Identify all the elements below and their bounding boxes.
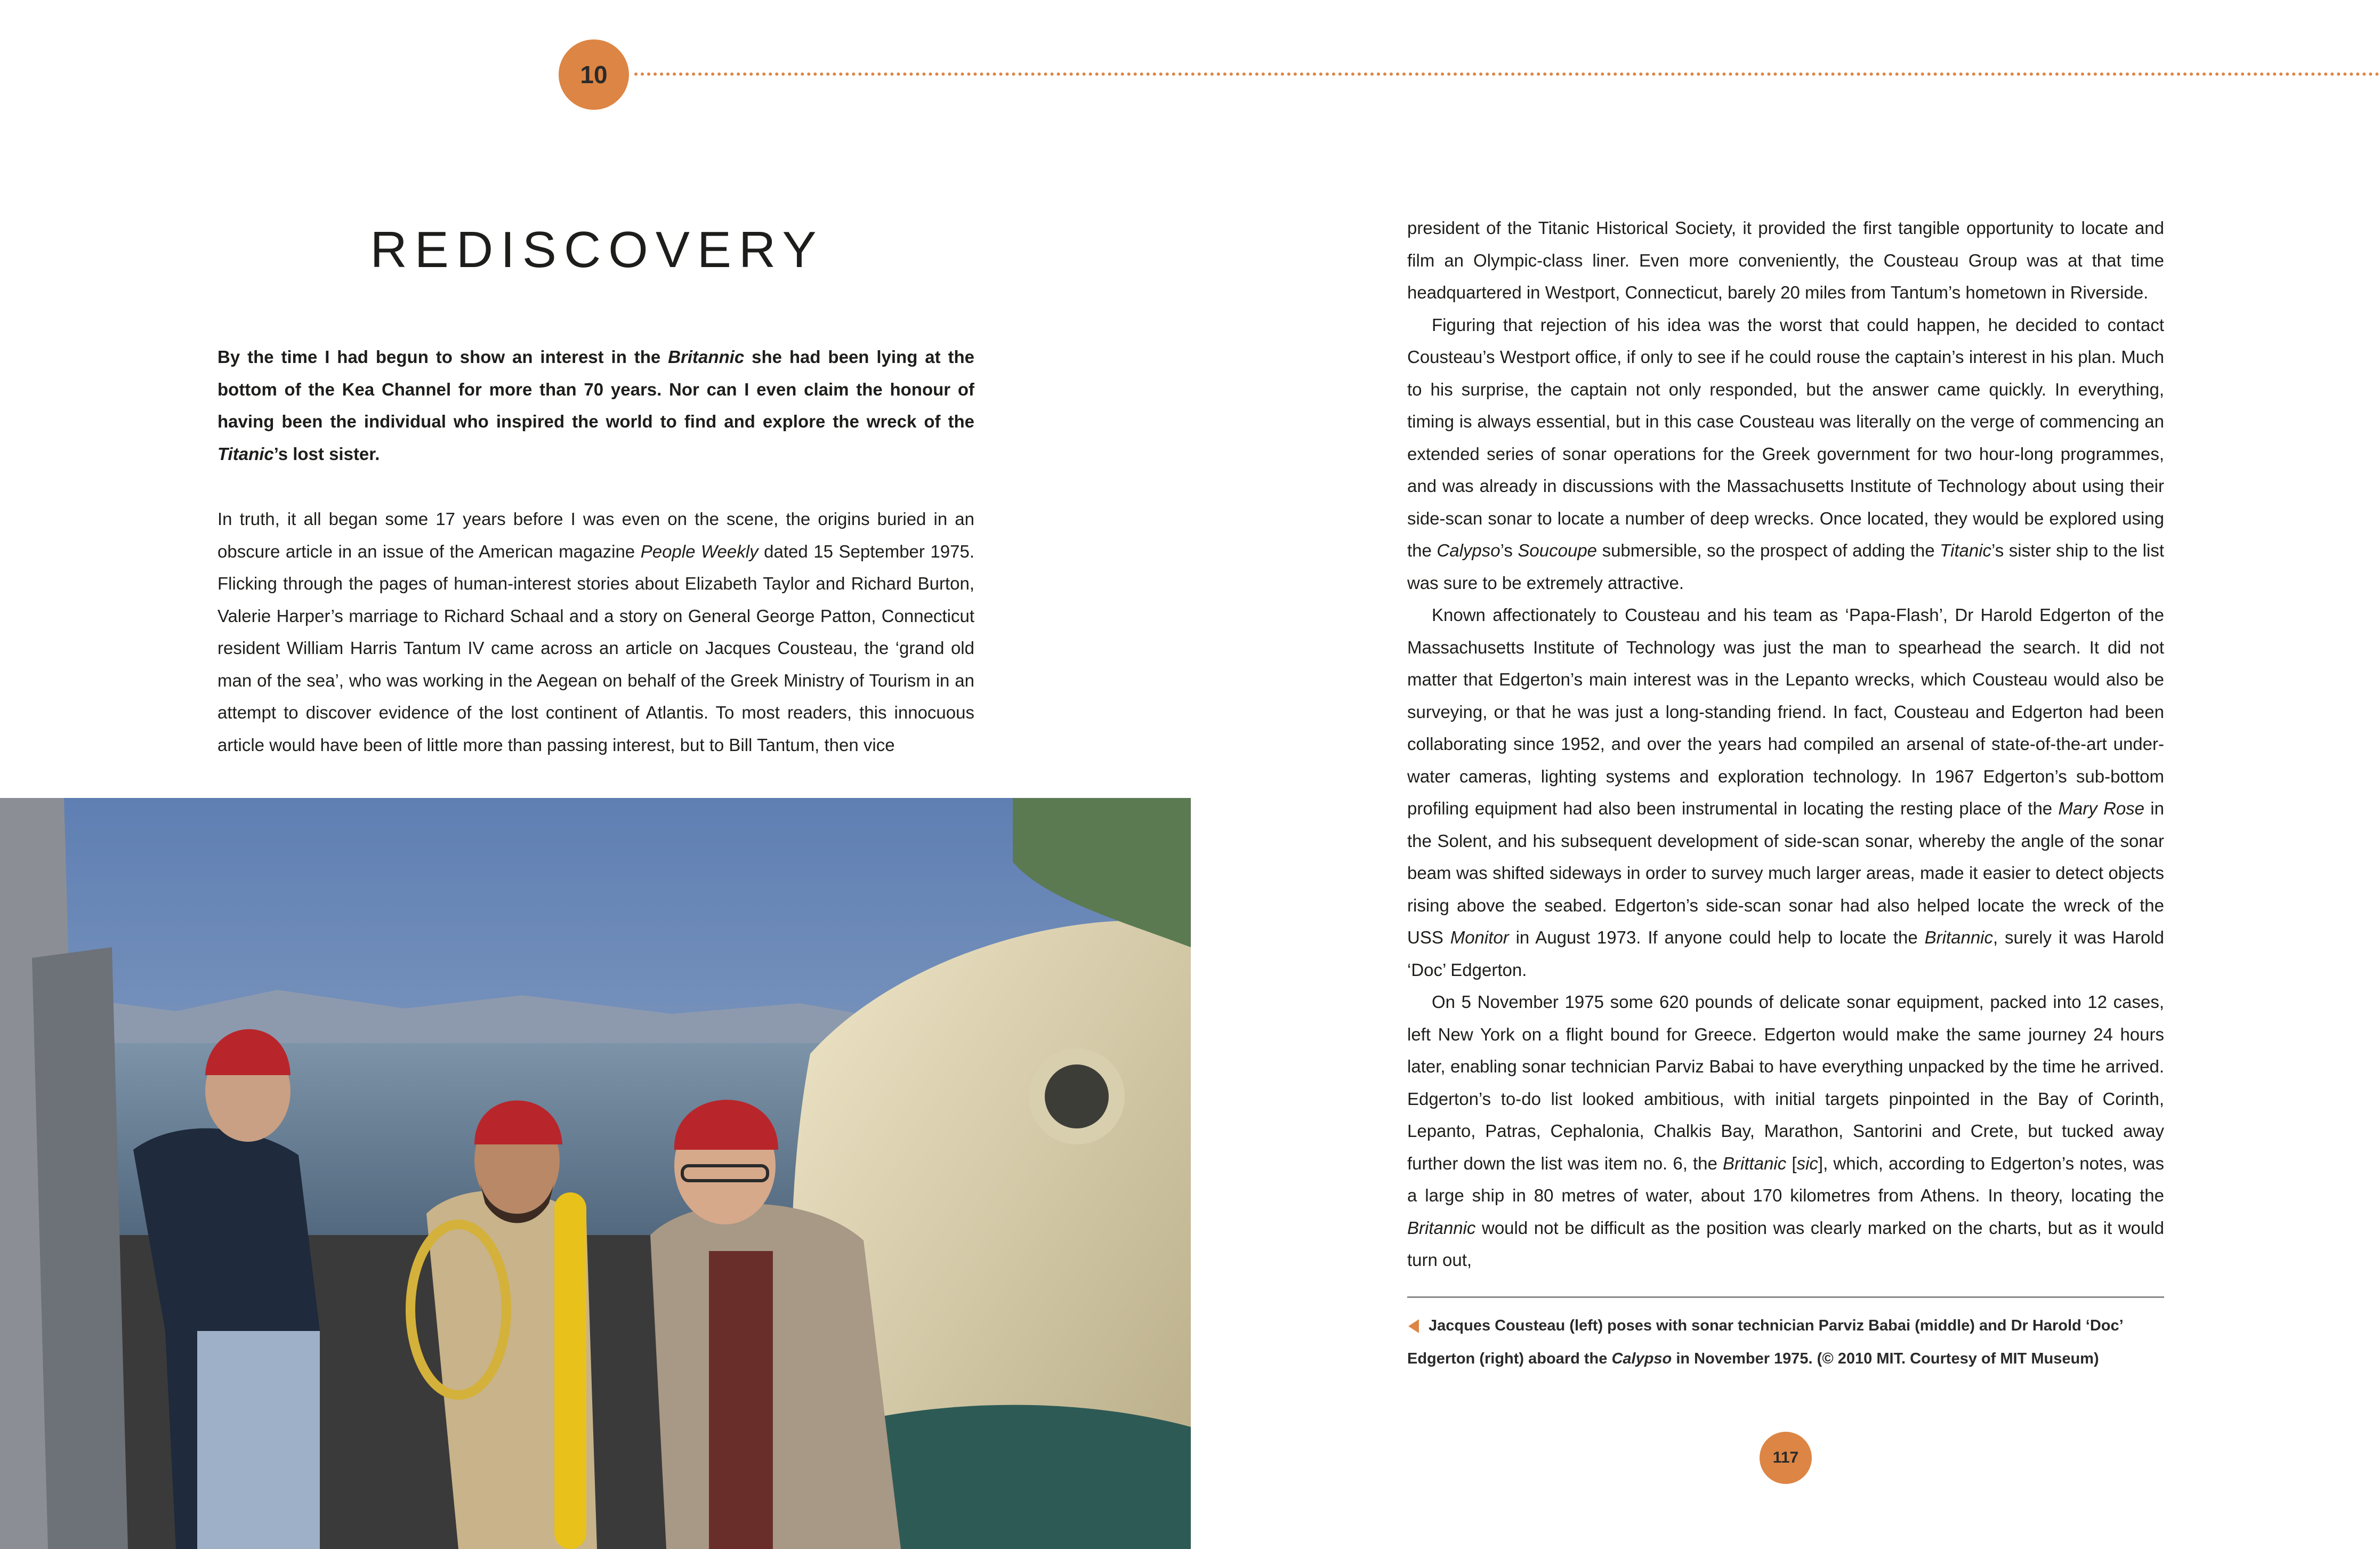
text-run: would not be difficult as the position was clearly marked on the charts, but as it would turn out, <box>1407 1217 2164 1270</box>
text-run: she had been lying at the bottom of the Kea Channel for more than 70 years. Nor can I even claim the honour of having been the individual who inspired the world to find and explore the wreck of the <box>217 347 974 431</box>
chapter-number-badge <box>559 39 629 110</box>
italic-run: Mary Rose <box>2058 798 2145 818</box>
italic-run: sic <box>1796 1153 1818 1173</box>
photo-illustration <box>0 798 1191 1549</box>
italic-run: People Weekly <box>640 541 759 561</box>
left-text-column <box>217 341 974 761</box>
photo-caption <box>1407 1309 2164 1375</box>
text-run: in the Solent, and his subsequent development of side-scan sonar, whereby the angle of the sonar beam was shifted sideways in order to survey much larger areas, made it easier to detect objects rising above the seabed. Edgerton’s side-scan sonar had also helped locate the wreck of the USS <box>1407 798 2164 947</box>
text-run: in August 1973. If anyone could help to locate the <box>1508 927 1925 947</box>
text-run: By the time I had begun to show an interest in the <box>217 347 668 367</box>
caption-rule <box>1407 1296 2164 1298</box>
text-run: submersible, so the prospect of adding the <box>1597 540 1940 560</box>
expedition-photo <box>0 798 1191 1549</box>
right-text-column <box>1407 212 2164 1277</box>
body-paragraph-4 <box>1407 986 2164 1277</box>
body-paragraph-3 <box>1407 599 2164 986</box>
text-run: ’s <box>1500 540 1518 560</box>
italic-run: Soucoupe <box>1518 540 1598 560</box>
text-run: dated 15 September 1975. Flicking through the pages of human-interest stories about Elizabeth Taylor and Richard Burton, Valerie Harper’s marriage to Richard Schaal and a story on General George Patton, Connecticut resident William Harris Tantum IV came across an article on Jacques Cousteau, the ‘grand old man of the sea’, who was working in the Aegean on behalf of the Greek Ministry of Tourism in an attempt to discover evidence of the lost continent of Atlantis. To most readers, this innocuous article would have been of little more than passing interest, but to Bill Tantum, then vice <box>217 541 975 755</box>
text-run: president of the Titanic Historical Society, it provided the first tangible opportunity to locate and film an Olympic-class liner. Even more conveniently, the Cousteau Group was at that time headquartered in Westport, Connecticut, barely 20 miles from Tantum’s hometown in Riverside. <box>1407 218 2164 302</box>
italic-run: Britannic <box>668 347 745 367</box>
italic-run: Titanic <box>1940 540 1992 560</box>
italic-run: Monitor <box>1450 927 1509 947</box>
chapter-title: REDISCOVERY <box>370 221 824 279</box>
italic-run: Britannic <box>1407 1217 1476 1238</box>
header-dotted-rule <box>634 72 2380 76</box>
italic-run: Titanic <box>217 443 274 464</box>
text-run: in November 1975. (© 2010 MIT. Courtesy of MIT Museum) <box>1672 1350 2099 1367</box>
italic-run: Calypso <box>1611 1350 1672 1367</box>
body-paragraph <box>217 503 974 761</box>
chapter-number: 10 <box>580 61 608 88</box>
text-run: In truth, it all began some 17 years before I was even on the scene, the origins buried in an obscure article in an issue of the American magazine <box>217 509 974 561</box>
page-number-badge <box>1760 1432 1812 1484</box>
italic-run: Calypso <box>1437 540 1500 560</box>
text-run: [ <box>1786 1153 1797 1173</box>
italic-run: Britannic <box>1924 927 1994 947</box>
triangle-left-icon <box>1408 1319 1419 1333</box>
italic-run: Brittanic <box>1723 1153 1787 1173</box>
text-run: Known affectionately to Cousteau and his team as ‘Papa-Flash’, Dr Harold Edgerton of the Massachusetts Institute of Technology was just the man to spearhead the search. It did not matter that Edgerton’s main interest was in the Lepanto wrecks, which Cousteau would also be surveying, or that he was just a long-standing friend. In fact, Cousteau and Edgerton had been collaborating since 1952, and over the years had compiled an arsenal of state-of-the-art under-water cameras, lighting systems and exploration technology. In 1967 Edgerton’s sub-bottom profiling equipment had also been instrumental in locating the resting place of the <box>1407 605 2164 818</box>
text-run: On 5 November 1975 some 620 pounds of delicate sonar equipment, packed into 12 cases, left New York on a flight bound for Greece. Edgerton would make the same journey 24 hours later, enabling sonar technician Parviz Babai to have everything unpacked by the time he arrived. Edgerton’s to-do list looked ambitious, with initial targets pinpointed in the Bay of Corinth, Lepanto, Patras, Cephalonia, Chalkis Bay, Marathon, Santorini and Crete, but tucked away further down the list was item no. 6, the <box>1407 992 2164 1173</box>
body-paragraph-1 <box>1407 212 2164 309</box>
body-paragraph-2 <box>1407 309 2164 600</box>
text-run: ’s sister ship to the list was sure to be extremely attractive. <box>1407 540 2165 593</box>
text-run: ’s lost sister. <box>273 443 380 464</box>
text-run: , surely it was Harold ‘Doc’ Edgerton. <box>1407 927 2165 980</box>
text-run: Jacques Cousteau (left) poses with sonar technician Parviz Babai (middle) and Dr Harold ‘Doc’ Edgerton (right) aboard the <box>1407 1317 2123 1367</box>
caption-text <box>1407 1317 2123 1367</box>
lead-paragraph <box>217 341 974 470</box>
text-run: Figuring that rejection of his idea was the worst that could happen, he decided to contact Cousteau’s Westport office, if only to see if he could rouse the captain’s interest in his plan. Much to his surprise, the captain not only responded, but the answer came quickly. In everything, timing is always essential, but in this case Cousteau was literally on the verge of commencing an extended series of sonar operations for the Greek government for two hour-long programmes, and was already in discussions with the Massachusetts Institute of Technology about using their side-scan sonar to locate a number of deep wrecks. Once located, they would be explored using the <box>1407 314 2164 560</box>
page-number: 117 <box>1772 1449 1799 1466</box>
text-run: ], which, according to Edgerton’s notes, was a large ship in 80 metres of water, about 170 kilometres from Athens. In theory, locating the <box>1407 1153 2164 1205</box>
